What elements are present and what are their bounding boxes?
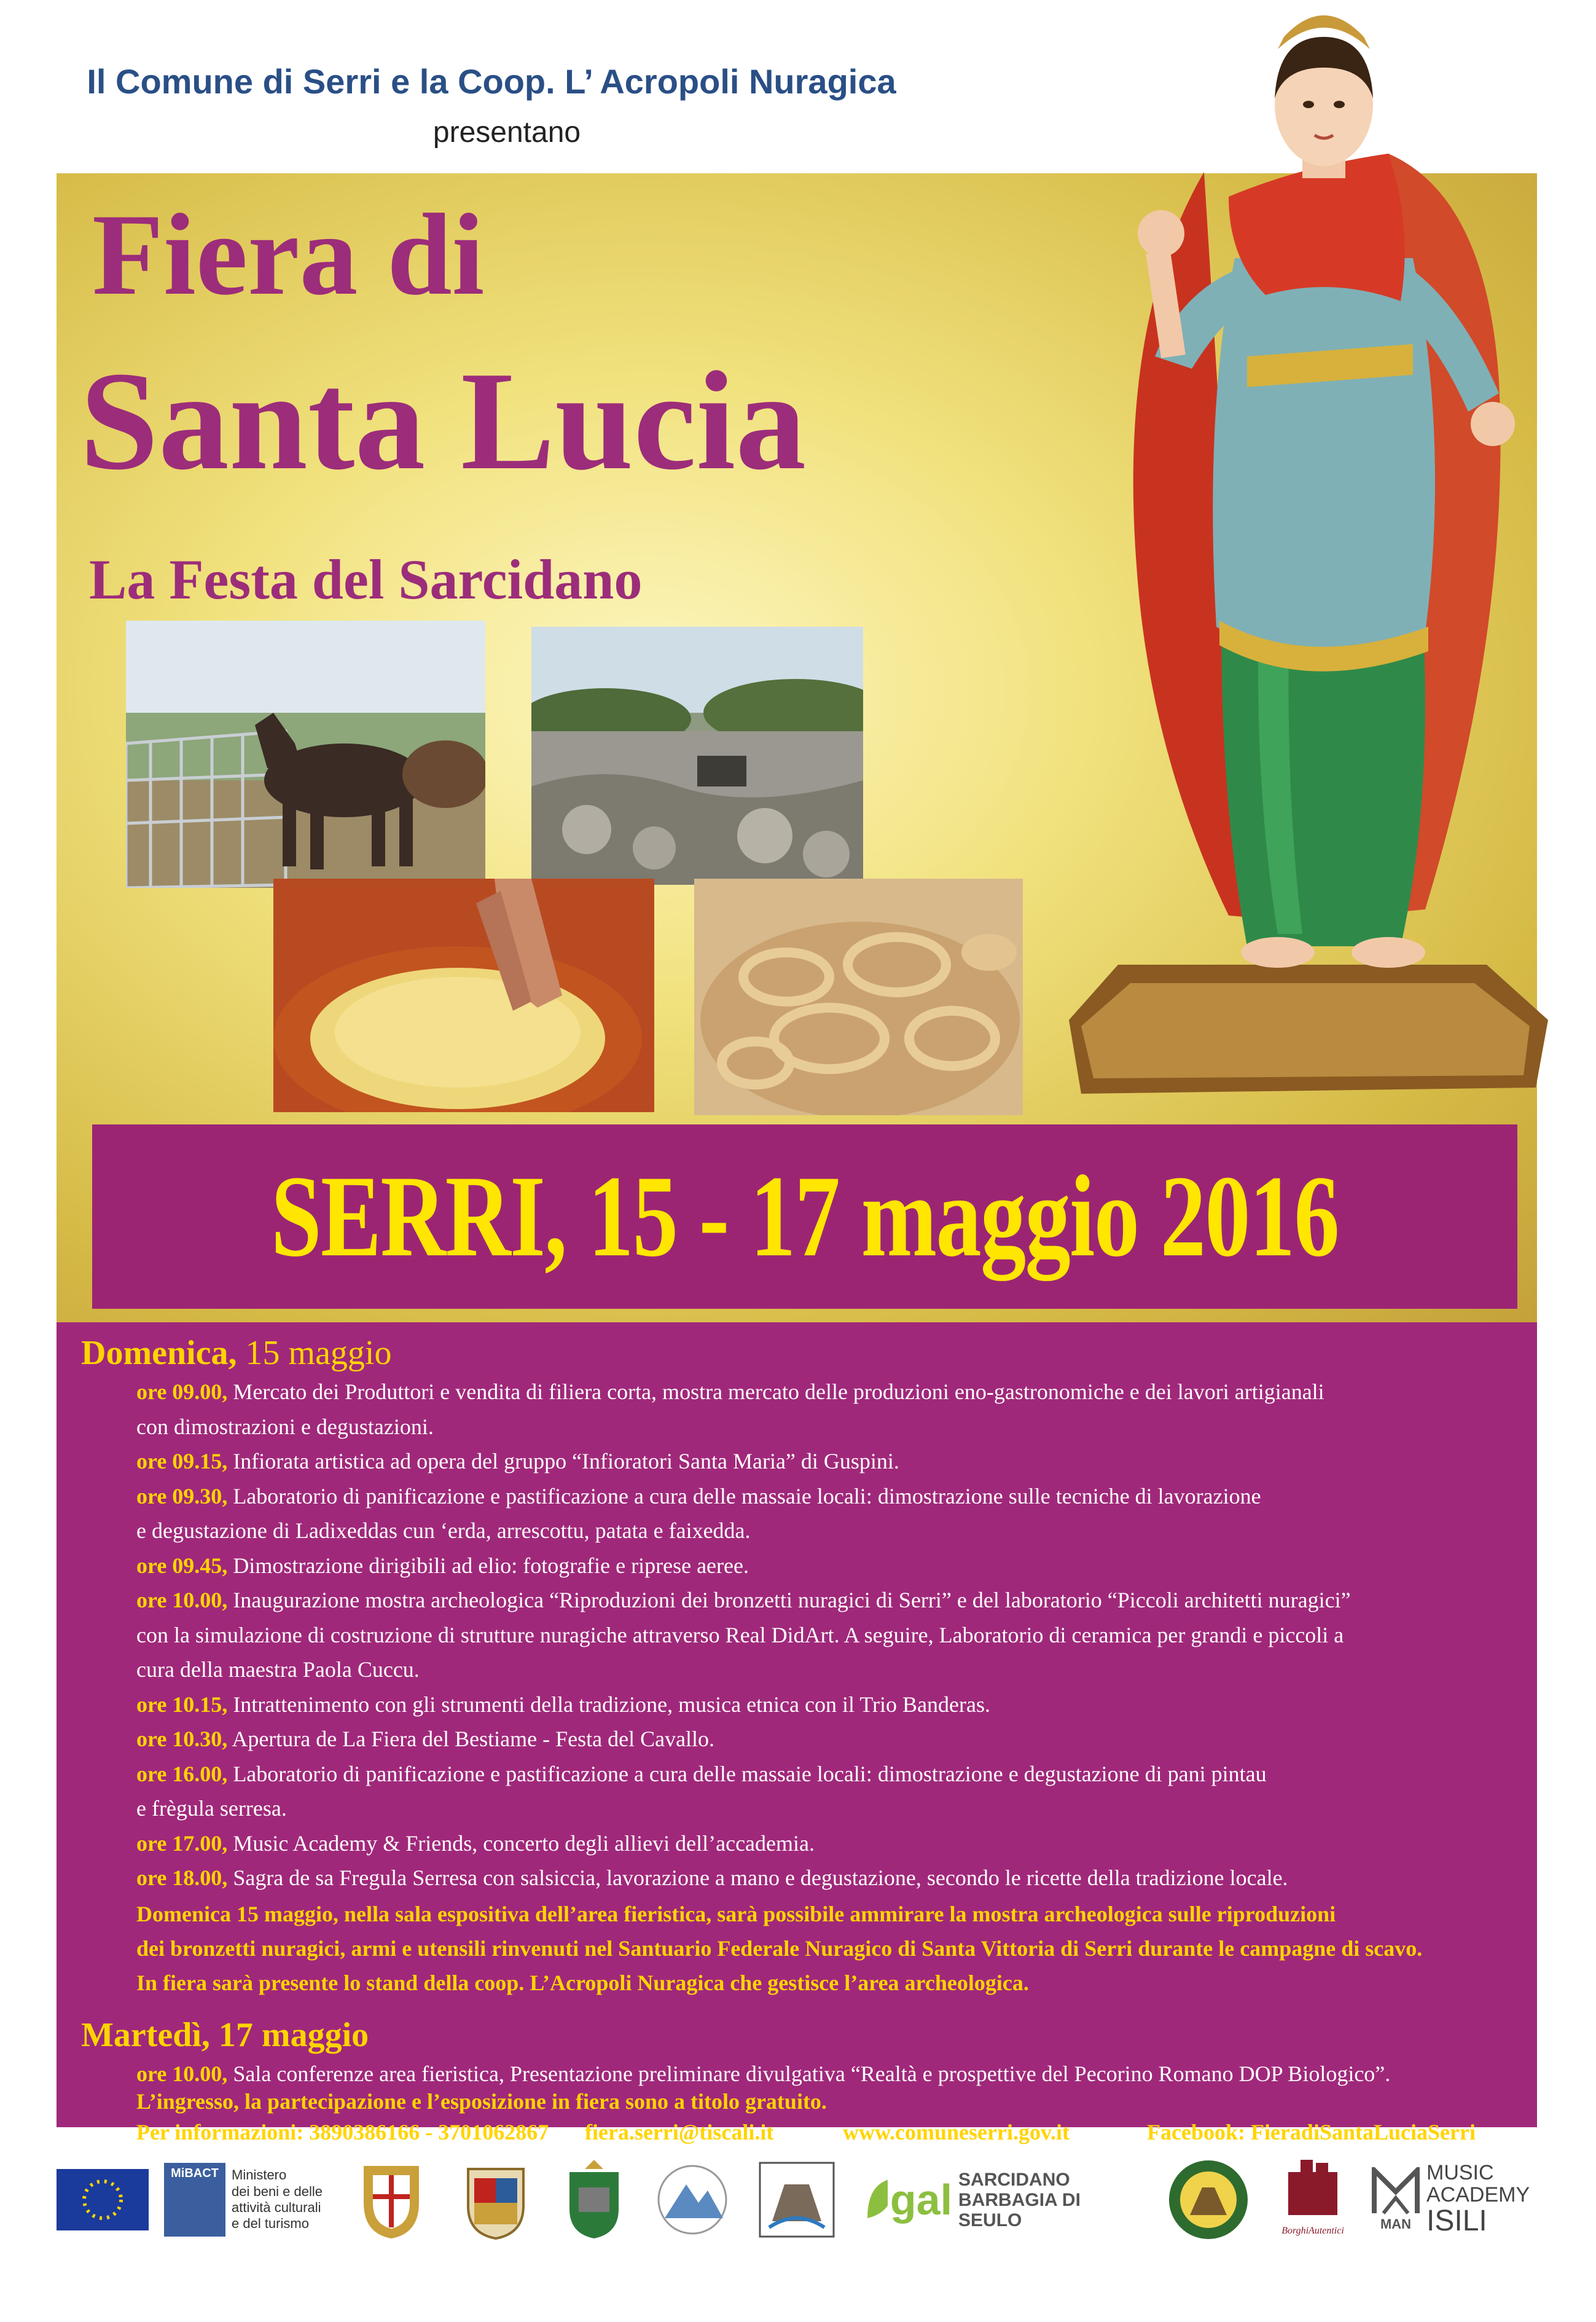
schedule-time: ore 10.00, [136, 2061, 228, 2086]
title-line-1: Fiera di [92, 190, 485, 320]
info-website[interactable]: www.comuneserri.gov.it [843, 2120, 1070, 2144]
schedule-text: Sala conferenze area fieristica, Presentazione preliminare divulgativa “Realtà e prospettive del Pecorino Romano DOP Biologico”. [227, 2061, 1391, 2086]
nuraghe-logo-icon [751, 2144, 843, 2255]
exhibition-note: In fiera sarà presente lo stand della coop. L’Acropoli Nuragica che gestisce l’area archeologica. [136, 1971, 1029, 1995]
schedule-text: Apertura de La Fiera del Bestiame - Festa del Cavallo. [227, 1727, 715, 1751]
schedule-time: ore 09.45, [136, 1553, 228, 1578]
ministero-text [232, 2167, 323, 2232]
ministero-line: attività culturali [232, 2200, 321, 2215]
gal-text: gal [890, 2176, 953, 2224]
schedule-time: ore 10.00, [136, 1588, 228, 1612]
schedule-text: Music Academy & Friends, concerto degli allievi dell’accademia. [227, 1830, 815, 1856]
date-banner-text: SERRI, 15 - 17 maggio 2016 [271, 1152, 1339, 1281]
schedule-line [136, 1555, 749, 1577]
schedule-text: Dimostrazione dirigibili ad elio: fotografie e riprese aeree. [227, 1553, 749, 1578]
serri-crest-icon [560, 2144, 628, 2255]
schedule-text: e frègula serresa. [136, 1796, 287, 1821]
photo-pastries [694, 879, 1023, 1115]
schedule-line [136, 1658, 420, 1681]
mibact-badge: MiBACT [164, 2163, 225, 2237]
schedule-line [136, 1450, 899, 1472]
santa-lucia-statue [1044, 12, 1573, 1118]
day2-heading: Martedì, 17 maggio [81, 2016, 369, 2054]
schedule-time: ore 09.30, [136, 1483, 228, 1508]
schedule-text: cura della maestra Paola Cuccu. [136, 1657, 420, 1682]
photo-fregula [273, 879, 654, 1112]
info-email[interactable]: fiera.serri@tiscali.it [585, 2120, 774, 2144]
schedule-text: con dimostrazioni e degustazioni. [136, 1414, 434, 1439]
subtitle: La Festa del Sarcidano [89, 548, 643, 611]
schedule-line [136, 1381, 1324, 1403]
music-academy-logo [1371, 2144, 1531, 2255]
borghi-text: BorghiAutentici [1281, 2226, 1344, 2236]
gal-sub-line: BARBAGIA DI SEULO [958, 2189, 1081, 2230]
gal-sub-line: SARCIDANO [958, 2169, 1070, 2190]
info-facebook[interactable]: Facebook: FieradiSantaLuciaSerri [1147, 2120, 1476, 2144]
schedule-line [136, 1867, 1288, 1889]
music-academy-text [1426, 2162, 1530, 2237]
sponsor-logos [57, 2144, 1537, 2267]
eu-flag-icon [57, 2144, 149, 2255]
ministero-line: Ministero [232, 2167, 287, 2183]
schedule-text: Inaugurazione mostra archeologica “Riproduzioni dei bronzetti nuragici di Serri” e del laboratorio “Piccoli architetti nuragici” [227, 1588, 1351, 1612]
schedule-line [136, 1763, 1267, 1785]
schedule-line [136, 1832, 815, 1854]
gal-subtitle [958, 2170, 1095, 2230]
leaf-icon [861, 2175, 888, 2224]
schedule-text: Laboratorio di panificazione e pastificazione a cura delle massaie locali: dimostrazione e degustazione di pani pintau [227, 1761, 1267, 1786]
program-panel [57, 1322, 1537, 2144]
santa-vittoria-logo [1162, 2144, 1254, 2255]
schedule-text: e degustazione di Ladixeddas cun ‘erda, arrescottu, patata e faixedda. [136, 1518, 751, 1543]
schedule-line [136, 1797, 287, 1819]
man-emblem-icon [1371, 2167, 1420, 2216]
ministero-line: dei beni e delle [232, 2183, 323, 2199]
info-phone: Per informazioni: 3890386166 - 3701062867 [136, 2120, 549, 2144]
schedule-time: ore 18.00, [136, 1865, 228, 1890]
schedule-line [136, 2063, 1390, 2085]
schedule-line [136, 1693, 990, 1716]
schedule-line [136, 1520, 751, 1542]
schedule-text: Laboratorio di panificazione e pastificazione a cura delle massaie locali: dimostrazione sulle tecniche di lavorazione [227, 1483, 1261, 1508]
schedule-text: Infiorata artistica ad opera del gruppo “Infioratori Santa Maria” di Guspini. [227, 1449, 899, 1473]
schedule-time: ore 09.15, [136, 1449, 228, 1473]
day1-heading [81, 1333, 392, 1373]
schedule-text: Mercato dei Produttori e vendita di filiera corta, mostra mercato delle produzioni eno-gastronomiche e dei lavori artigianali [227, 1379, 1324, 1404]
schedule-line [136, 1624, 1344, 1646]
exhibition-note: Domenica 15 maggio, nella sala espositiva dell’area fieristica, sarà possibile ammirare la mostra archeologica sulle riproduzioni [136, 1902, 1336, 1926]
schedule-line [136, 1728, 714, 1750]
presentano-line: presentano [432, 116, 581, 149]
gal-logo [861, 2144, 1095, 2255]
schedule-text: Intrattenimento con gli strumenti della tradizione, musica etnica con il Trio Banderas. [227, 1692, 990, 1717]
sardinia-crest-icon [351, 2144, 431, 2255]
schedule-time: ore 10.15, [136, 1692, 228, 1717]
music-line: ISILI [1426, 2205, 1487, 2238]
schedule-line [136, 1485, 1261, 1507]
man-block [1371, 2167, 1420, 2232]
photo-ruins [531, 627, 863, 885]
free-entry-note: L’ingresso, la partecipazione e l’esposizione in fiera sono a titolo gratuito. [136, 2089, 827, 2114]
mountain-logo-icon [646, 2144, 738, 2255]
music-line: MUSIC [1426, 2161, 1494, 2185]
man-text: MAN [1380, 2216, 1412, 2232]
ministero-line: e del turismo [232, 2216, 309, 2232]
photo-horse [126, 621, 485, 888]
day1-weekday: Domenica, [81, 1334, 237, 1372]
music-line: ACADEMY [1426, 2183, 1530, 2206]
title-line-2: Santa Lucia [80, 342, 807, 499]
schedule-time: ore 16.00, [136, 1761, 228, 1786]
presenter-line: Il Comune di Serri e la Coop. L’ Acropoli Nuragica [87, 62, 896, 101]
borghi-autentici-logo [1273, 2144, 1353, 2255]
schedule-line [136, 1416, 434, 1438]
schedule-time: ore 09.00, [136, 1379, 228, 1404]
exhibition-note: dei bronzetti nuragici, armi e utensili rinvenuti nel Santuario Federale Nuragico di Santa Vittoria di Serri durante le campagne di scavo. [136, 1936, 1423, 1961]
schedule-text: Sagra de sa Fregula Serresa con salsiccia, lavorazione a mano e degustazione, secondo le ricette della tradizione locale. [227, 1865, 1288, 1890]
schedule-time: ore 10.30, [136, 1727, 228, 1751]
province-crest-icon [456, 2144, 536, 2255]
date-banner [92, 1124, 1517, 1309]
day1-date: 15 maggio [245, 1334, 392, 1372]
schedule-line [136, 1589, 1351, 1611]
mibact-logo [164, 2144, 342, 2255]
schedule-time: ore 17.00, [136, 1830, 228, 1856]
schedule-text: con la simulazione di costruzione di strutture nuragiche attraverso Real DidArt. A seguire, Laboratorio di ceramica per grandi e piccoli a [136, 1622, 1344, 1647]
